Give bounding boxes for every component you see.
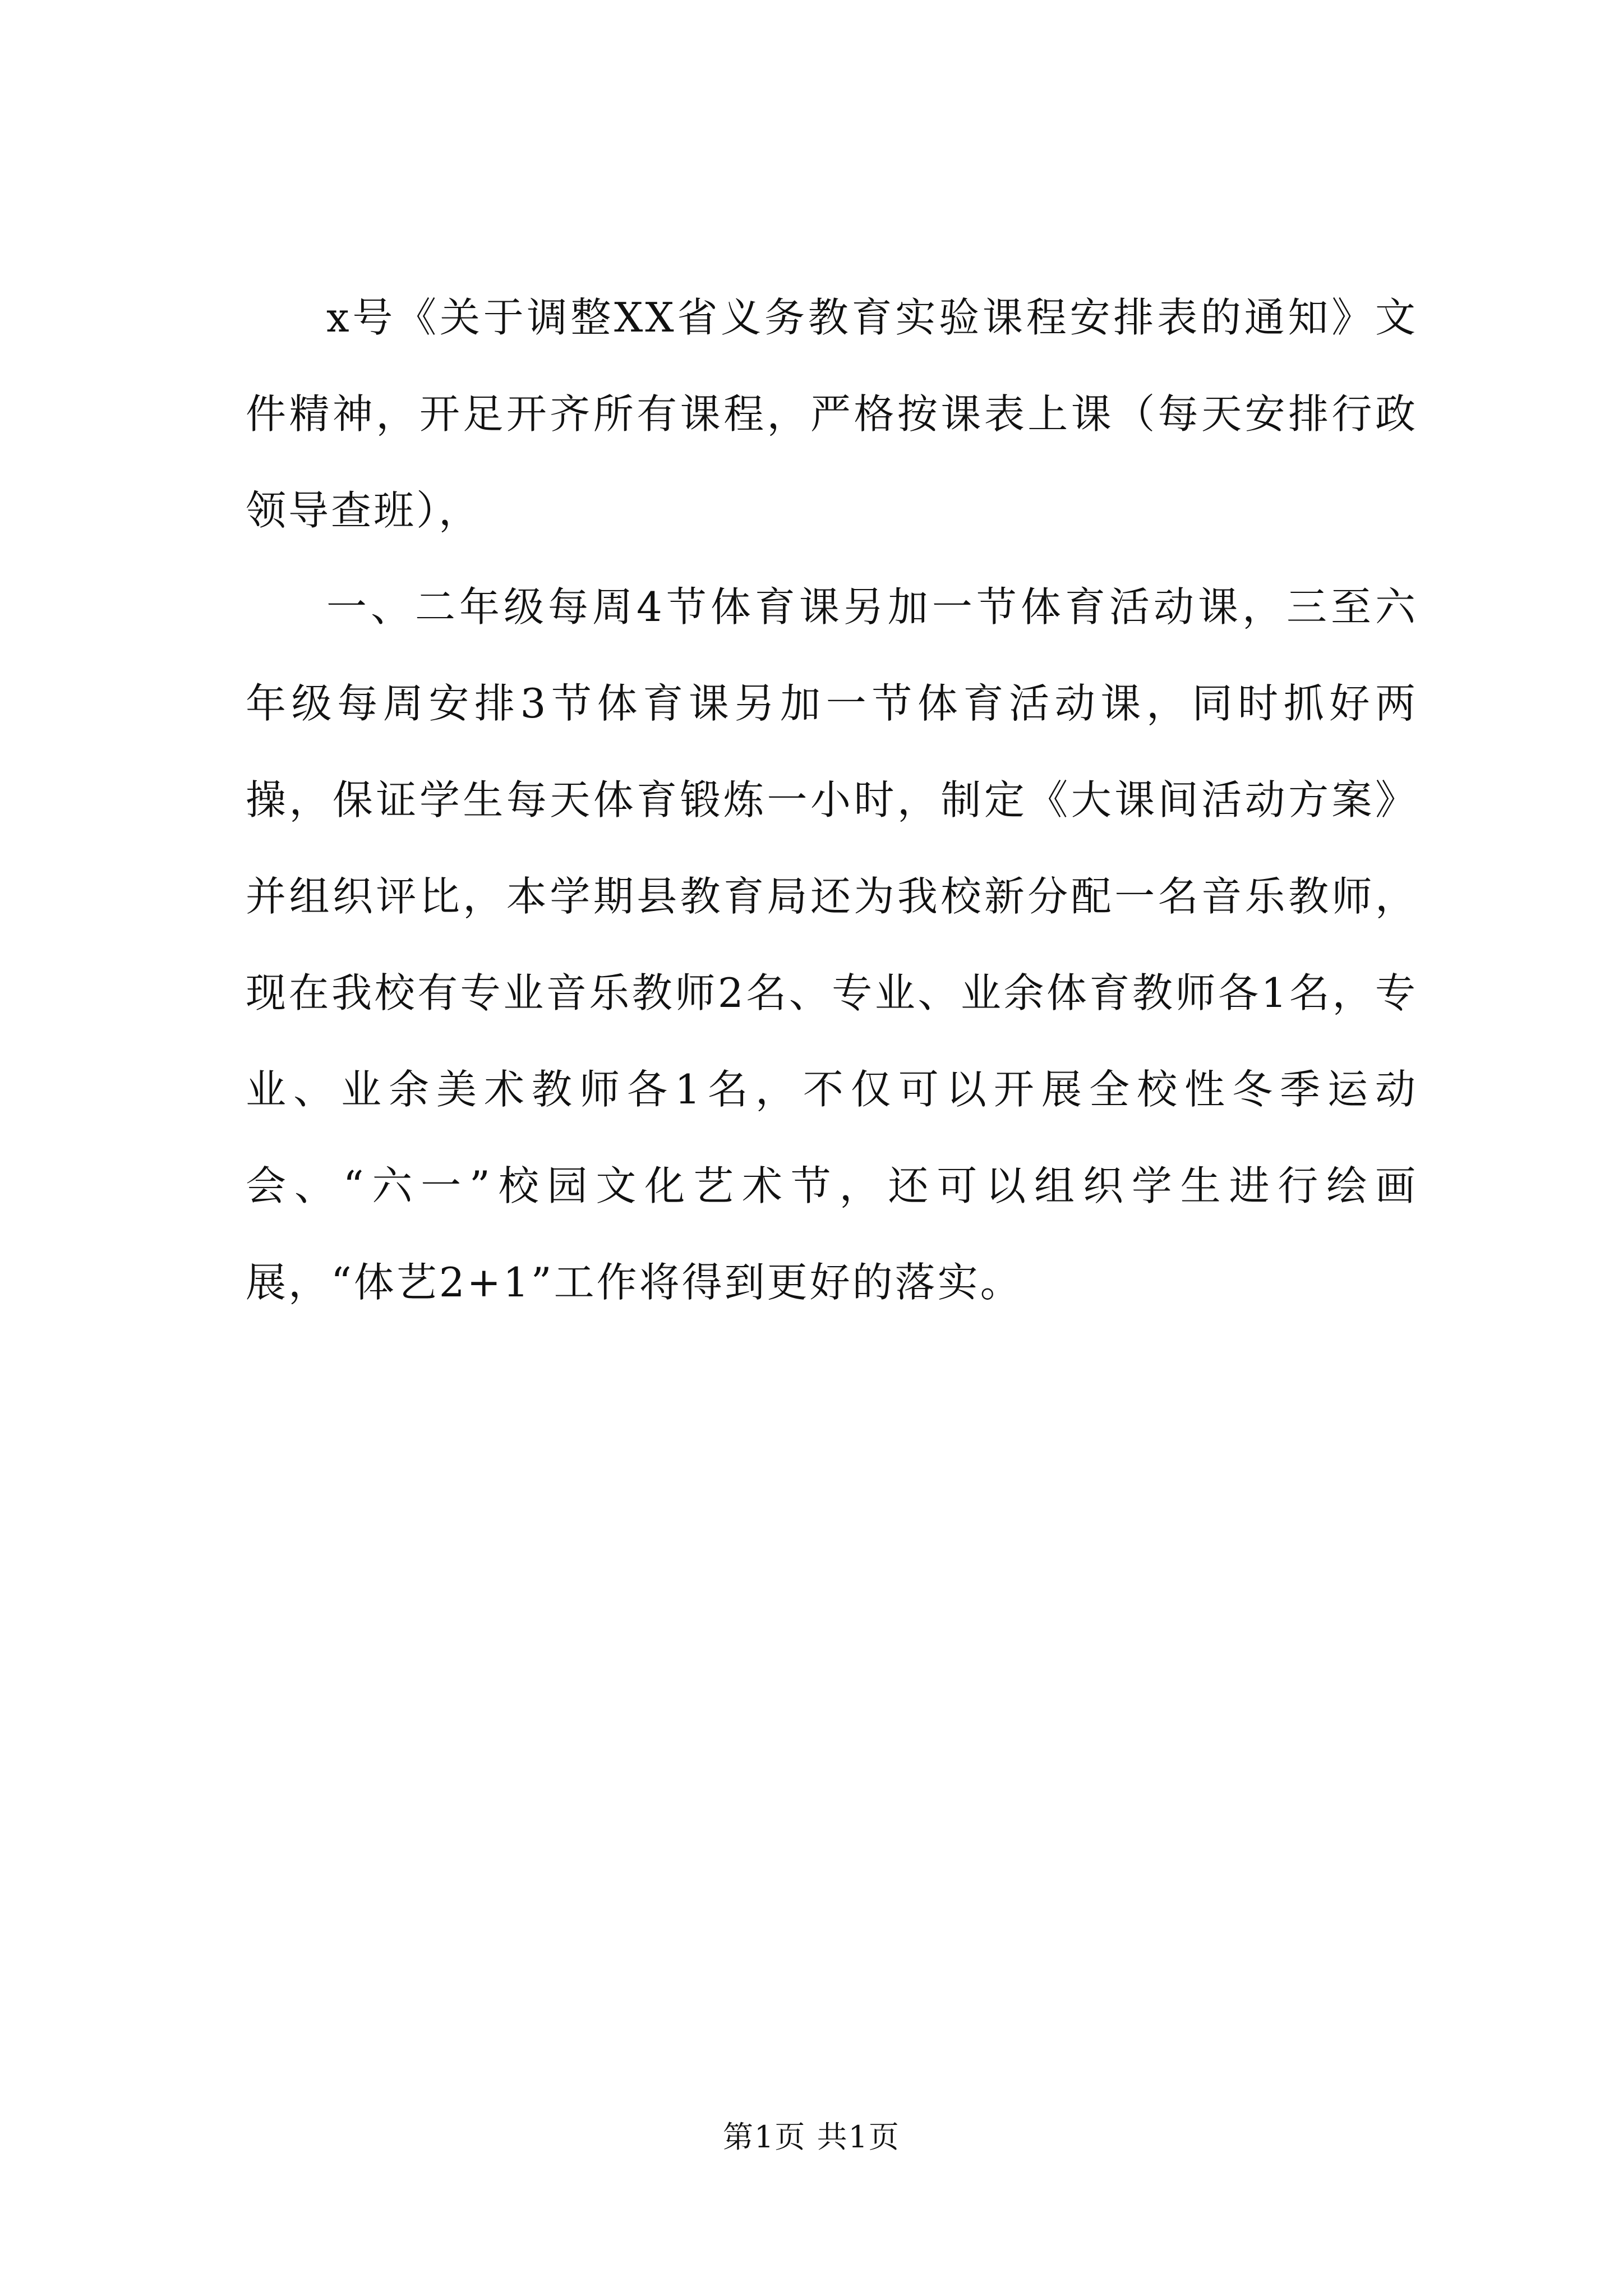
- page-number-footer: 第1页 共1页: [723, 2119, 900, 2155]
- paragraph-1: x号《关于调整XX省义务教育实验课程安排表的通知》文件精神，开足开齐所有课程，严格按课表上课（每天安排行政领导查班），: [246, 294, 1418, 534]
- document-body: [246, 269, 1418, 1331]
- paragraph-2: 一、二年级每周4节体育课另加一节体育活动课，三至六年级每周安排3节体育课另加一节体育活动课，同时抓好两操，保证学生每天体育锻炼一小时，制定《大课间活动方案》并组织评比，本学期县教育局还为我校新分配一名音乐教师，现在我校有专业音乐教师2名、专业、业余体育教师各1名，专业、业余美术教师各1名，不仅可以开展全校性冬季运动会、“六一”校园文化艺术节，还可以组织学生进行绘画展，“体艺2+1”工作将得到更好的落实。: [246, 583, 1418, 1306]
